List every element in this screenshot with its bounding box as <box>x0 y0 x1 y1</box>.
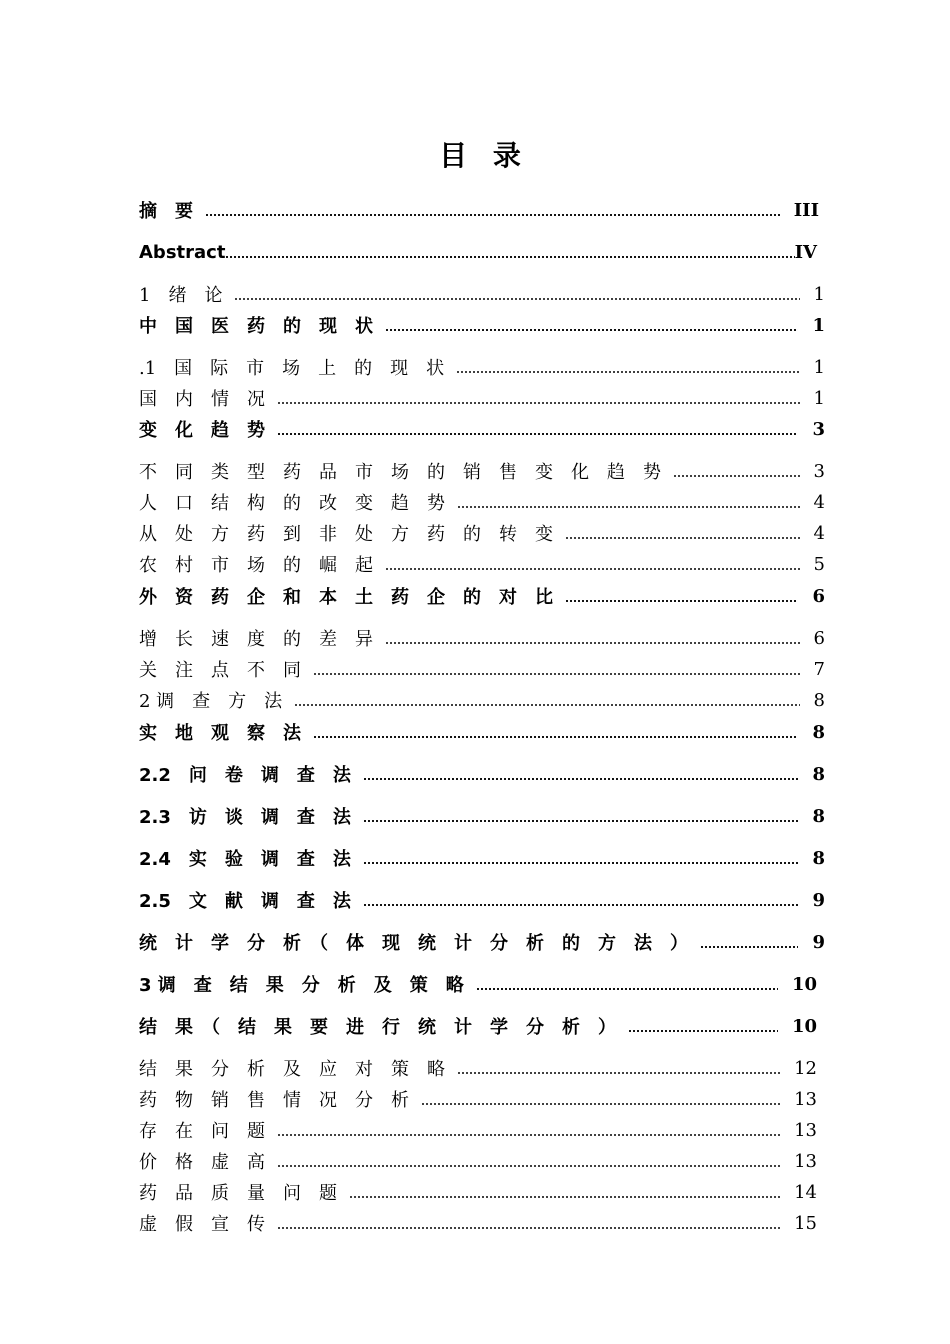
toc-entry-label: 变 化 趋 势 <box>139 420 265 441</box>
toc-entry-page: 8 <box>813 689 825 711</box>
toc-entry-label: 从 处 方 药 到 非 处 方 药 的 转 变 <box>139 524 553 545</box>
toc-entry-label: 增 长 速 度 的 差 异 <box>139 629 373 650</box>
toc-entry-label: 1 绪 论 <box>139 285 223 306</box>
toc-entry-label: 2 调 查 方 法 <box>139 691 283 712</box>
toc-entry-page: IV <box>794 241 817 263</box>
toc-entry[interactable] <box>139 583 825 609</box>
dot-leader <box>205 214 780 216</box>
toc-entry[interactable] <box>139 971 817 997</box>
toc-entry[interactable] <box>139 416 825 442</box>
toc-entry-label: 中 国 医 药 的 现 状 <box>139 316 373 337</box>
toc-entry-label: 虚 假 宣 传 <box>139 1214 265 1235</box>
toc-entry-label: 药 物 销 售 情 况 分 析 <box>139 1090 409 1111</box>
toc-entry[interactable] <box>139 197 819 223</box>
toc-entry-label: 2.3 访 谈 调 查 法 <box>139 807 351 828</box>
toc-entry-label: 2.2 问 卷 调 查 法 <box>139 765 351 786</box>
toc-entry-page: 8 <box>812 721 825 743</box>
dot-leader <box>234 298 799 300</box>
toc-entry-page: 6 <box>813 627 825 649</box>
toc-entry-label: 国 内 情 况 <box>139 389 265 410</box>
toc-entry[interactable] <box>139 1148 817 1174</box>
toc-entry-page: 7 <box>813 658 825 680</box>
toc-entry[interactable] <box>139 385 825 411</box>
dot-leader <box>456 371 799 373</box>
toc-entry[interactable] <box>139 687 825 713</box>
toc-entry-page: 1 <box>812 314 825 336</box>
dot-leader <box>565 600 798 602</box>
toc-entry[interactable] <box>139 719 825 745</box>
dot-leader <box>457 1072 780 1074</box>
toc-entry-label: 存 在 问 题 <box>139 1121 265 1142</box>
toc-entry-label: 不 同 类 型 药 品 市 场 的 销 售 变 化 趋 势 <box>139 462 661 483</box>
dot-leader <box>363 778 799 780</box>
toc-entry[interactable] <box>139 1086 817 1112</box>
toc-entry-label: 2.5 文 献 调 查 法 <box>139 891 351 912</box>
toc-entry-label: 结 果 （ 结 果 要 进 行 统 计 学 分 析 ） <box>139 1017 616 1038</box>
dot-leader <box>421 1103 780 1105</box>
dot-leader <box>277 1165 780 1167</box>
toc-entry-page: 10 <box>791 1015 817 1037</box>
dot-leader <box>385 642 800 644</box>
dot-leader <box>349 1196 780 1198</box>
toc-entry-page: 5 <box>813 553 825 575</box>
toc-entry-page: 1 <box>813 387 825 409</box>
toc-entry-label: Abstract <box>139 241 226 263</box>
toc-entry-page: 12 <box>794 1057 817 1079</box>
dot-leader <box>277 1227 780 1229</box>
toc-entry-page: 8 <box>812 805 825 827</box>
dot-leader <box>277 1134 780 1136</box>
dot-leader <box>363 820 799 822</box>
dot-leader <box>294 704 799 706</box>
dot-leader <box>363 904 799 906</box>
toc-entry-page: 4 <box>813 491 825 513</box>
dot-leader <box>313 736 798 738</box>
toc-entry[interactable] <box>139 887 825 913</box>
dot-leader <box>313 673 800 675</box>
toc-entry[interactable] <box>139 803 825 829</box>
toc-entry-label: 实 地 观 察 法 <box>139 723 301 744</box>
toc-entry-label: 3 调 查 结 果 分 析 及 策 略 <box>139 975 464 996</box>
dot-leader <box>673 475 800 477</box>
toc-entry[interactable] <box>139 551 825 577</box>
dot-leader <box>277 433 798 435</box>
toc-entry-label: 摘 要 <box>139 201 193 222</box>
toc-entry-page: 10 <box>791 973 817 995</box>
toc-entry[interactable] <box>139 1117 817 1143</box>
toc-entry-page: 8 <box>812 763 825 785</box>
toc-entry[interactable] <box>139 239 817 265</box>
toc-entry-page: 1 <box>813 356 825 378</box>
toc-entry[interactable] <box>139 1179 817 1205</box>
dot-leader <box>565 537 800 539</box>
toc-entry-page: 6 <box>812 585 825 607</box>
toc-entry-label: 2.4 实 验 调 查 法 <box>139 849 351 870</box>
dot-leader <box>628 1030 778 1032</box>
toc-entry[interactable] <box>139 845 825 871</box>
toc-entry[interactable] <box>139 489 825 515</box>
toc-entry[interactable] <box>139 1013 817 1039</box>
toc-entry-page: 3 <box>813 460 825 482</box>
toc-entry[interactable] <box>139 1210 817 1236</box>
toc-entry-page: 15 <box>794 1212 817 1234</box>
toc-entry-page: 13 <box>794 1088 817 1110</box>
toc-entry-label: 药 品 质 量 问 题 <box>139 1183 337 1204</box>
dot-leader <box>457 506 800 508</box>
toc-entry-page: III <box>793 199 819 221</box>
toc-entry-label: 农 村 市 场 的 崛 起 <box>139 555 373 576</box>
toc-entry[interactable] <box>139 281 825 307</box>
toc-entry[interactable] <box>139 520 825 546</box>
toc-entry-page: 14 <box>794 1181 817 1203</box>
toc-entry-page: 1 <box>813 283 825 305</box>
toc-entry-label: 统 计 学 分 析 （ 体 现 统 计 分 析 的 方 法 ） <box>139 933 688 954</box>
toc-entry[interactable] <box>139 458 825 484</box>
toc-entry[interactable] <box>139 625 825 651</box>
toc-entry-page: 8 <box>812 847 825 869</box>
toc-entry-page: 9 <box>812 931 825 953</box>
toc-entry[interactable] <box>139 1055 817 1081</box>
dot-leader <box>476 988 778 990</box>
toc-entry-label: 价 格 虚 高 <box>139 1152 265 1173</box>
toc-entry[interactable] <box>139 656 825 682</box>
toc-entry-label: 人 口 结 构 的 改 变 趋 势 <box>139 493 445 514</box>
toc-entry-page: 4 <box>813 522 825 544</box>
toc-entry-label: 外 资 药 企 和 本 土 药 企 的 对 比 <box>139 587 553 608</box>
toc-entry[interactable] <box>139 761 825 787</box>
toc-entry-label: 结 果 分 析 及 应 对 策 略 <box>139 1059 445 1080</box>
toc-entry-page: 3 <box>812 418 825 440</box>
dot-leader <box>700 946 798 948</box>
toc-entry[interactable] <box>139 929 825 955</box>
dot-leader <box>385 329 798 331</box>
toc-entry-label: .1 国 际 市 场 上 的 现 状 <box>139 358 445 379</box>
toc-entry-page: 9 <box>812 889 825 911</box>
toc-entry-label: 关 注 点 不 同 <box>139 660 301 681</box>
dot-leader <box>363 862 799 864</box>
dot-leader <box>385 568 800 570</box>
toc-title: 目 录 <box>439 139 529 172</box>
toc-entry-page: 13 <box>794 1150 817 1172</box>
toc-entry[interactable] <box>139 312 825 338</box>
dot-leader <box>277 402 800 404</box>
toc-entry[interactable] <box>139 354 825 380</box>
toc-entry-page: 13 <box>794 1119 817 1141</box>
dot-leader <box>225 256 794 258</box>
